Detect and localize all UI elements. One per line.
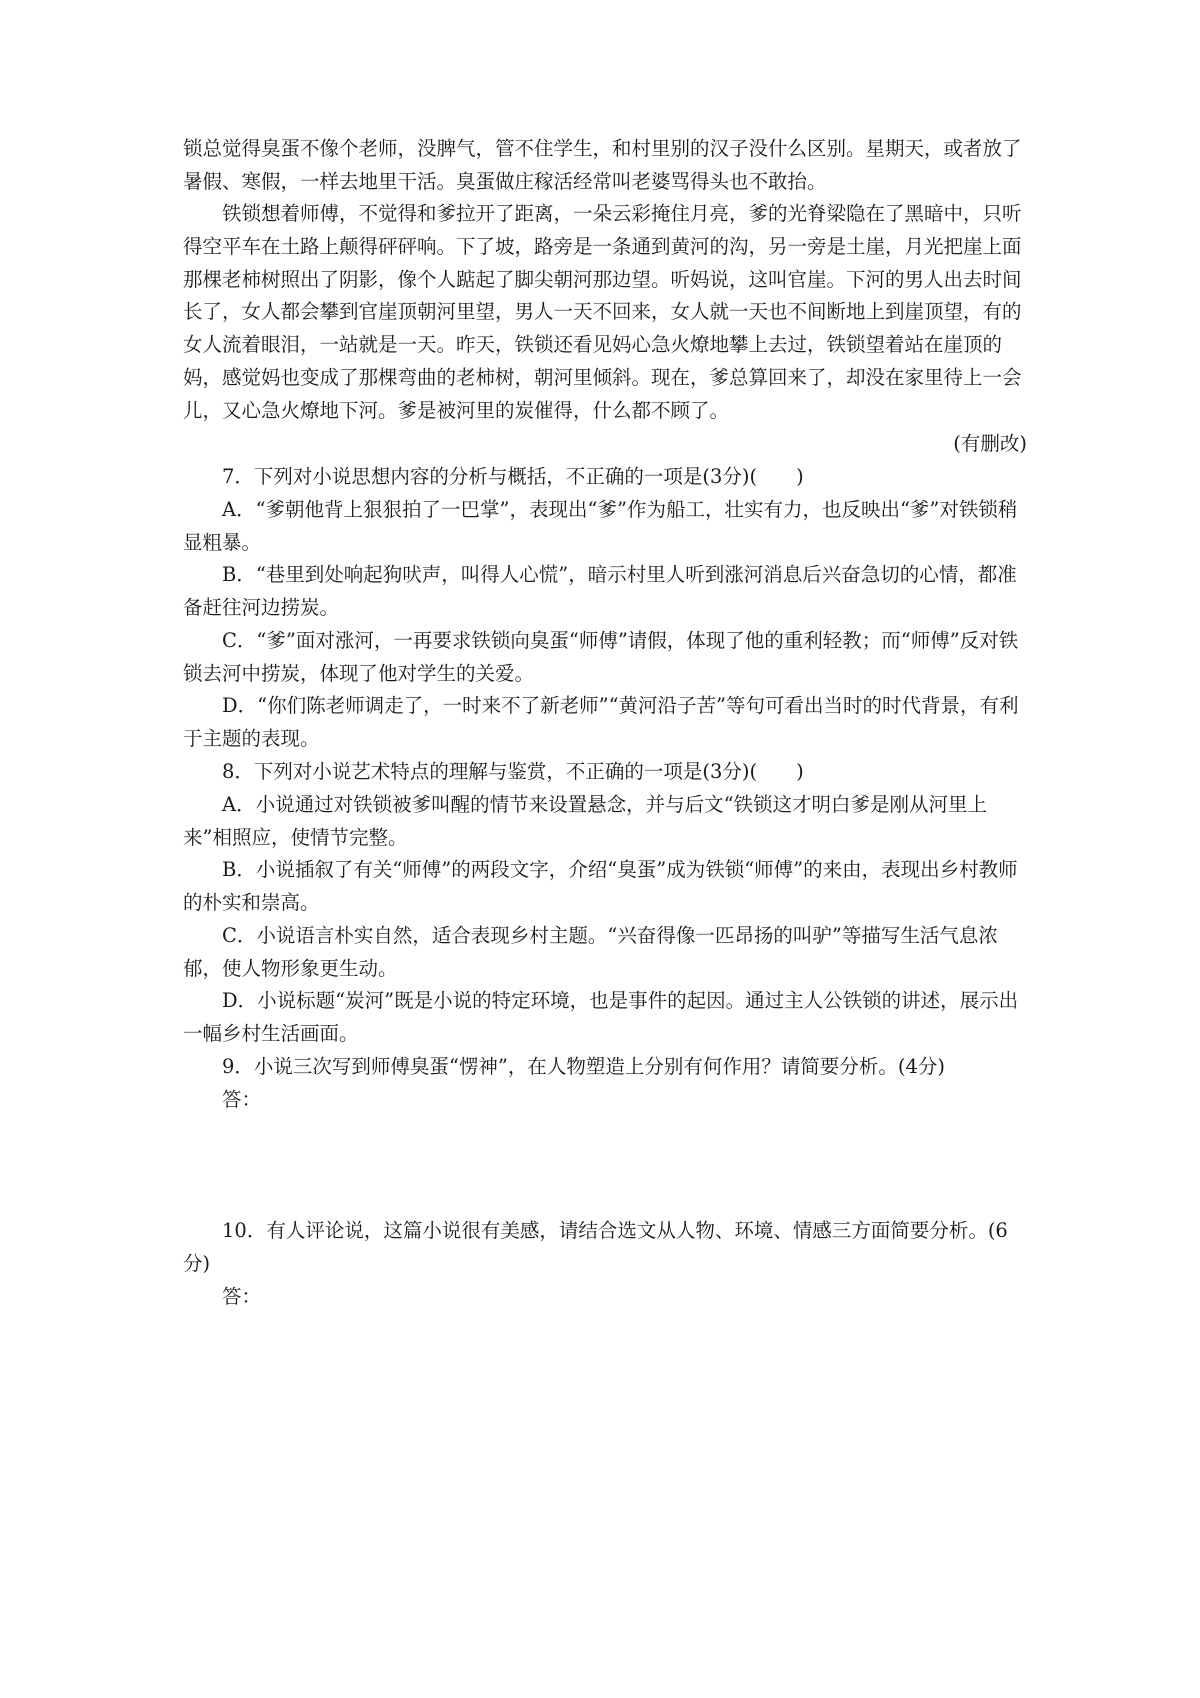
question-7-option-a: A．“爹朝他背上狠狠拍了一巴掌”，表现出“爹”作为船工，壮实有力，也反映出“爹”对铁锁稍显粗暴。	[183, 498, 1018, 554]
question-8-option-d: D．小说标题“炭河”既是小说的特定环境，也是事件的起因。通过主人公铁锁的讲述，展示出一幅乡村生活画面。	[183, 989, 1019, 1045]
question-8-stem: 8．下列对小说艺术特点的理解与鉴赏，不正确的一项是(3分)( )	[222, 760, 804, 783]
passage-paragraph-2: 铁锁想着师傅，不觉得和爹拉开了距离，一朵云彩掩住月亮，爹的光脊梁隐在了黑暗中，只听得空平车在土路上颠得砰砰响。下了坡，路旁是一条通到黄河的沟，另一旁是土崖，月光把崖上面那棵老柿树照出了阴影，像个人踮起了脚尖朝河那边望。听妈说，这叫官崖。下河的男人出去时间长了，女人都会攀到官崖顶朝河里望，男人一天不回来，女人就一天也不间断地上到崖顶望，有的女人流着眼泪，一站就是一天。昨天，铁锁还看见妈心急火燎地攀上去过，铁锁望着站在崖顶的妈，感觉妈也变成了那棵弯曲的老柿树，朝河里倾斜。现在，爹总算回来了，却没在家里待上一会儿，又心急火燎地下河。爹是被河里的炭催得，什么都不顾了。	[183, 202, 1022, 422]
question-8-option-c: C．小说语言朴实自然，适合表现乡村主题。“兴奋得像一匹昂扬的叫驴”等描写生活气息浓郁，使人物形象更生动。	[183, 924, 998, 980]
question-10-answer-label: 答：	[222, 1285, 262, 1308]
passage-paragraph-1: 锁总觉得臭蛋不像个老师，没脾气，管不住学生，和村里别的汉子没什么区别。星期天，或者放了暑假、寒假，一样去地里干活。臭蛋做庄稼活经常叫老婆骂得头也不敢抬。	[183, 137, 1022, 193]
question-8-option-a: A．小说通过对铁锁被爹叫醒的情节来设置悬念，并与后文“铁锁这才明白爹是刚从河里上来”相照应，使情节完整。	[183, 793, 988, 849]
question-9-stem: 9．小说三次写到师傅臭蛋“愣神”，在人物塑造上分别有何作用？请简要分析。(4分)	[222, 1055, 945, 1078]
question-7-option-b: B．“巷里到处响起狗吠声，叫得人心慌”，暗示村里人听到涨河消息后兴奋急切的心情，都准备赶往河边捞炭。	[183, 563, 1017, 619]
question-7-option-d: D．“你们陈老师调走了，一时来不了新老师”“黄河沿子苦”等句可看出当时的时代背景，有利于主题的表现。	[183, 694, 1019, 750]
question-7-stem: 7．下列对小说思想内容的分析与概括，不正确的一项是(3分)( )	[222, 465, 804, 488]
question-9-answer-label: 答：	[222, 1088, 262, 1111]
question-10-stem: 10．有人评论说，这篇小说很有美感，请结合选文从人物、环境、情感三方面简要分析。(6分)	[183, 1219, 1008, 1275]
question-8-option-b: B．小说插叙了有关“师傅”的两段文字，介绍“臭蛋”成为铁锁“师傅”的来由，表现出乡村教师的朴实和崇高。	[183, 858, 1018, 914]
question-7-option-c: C．“爹”面对涨河，一再要求铁锁向臭蛋“师傅”请假，体现了他的重利轻教；而“师傅”反对铁锁去河中捞炭，体现了他对学生的关爱。	[183, 629, 1019, 685]
passage-source-note: (有删改)	[953, 432, 1027, 455]
